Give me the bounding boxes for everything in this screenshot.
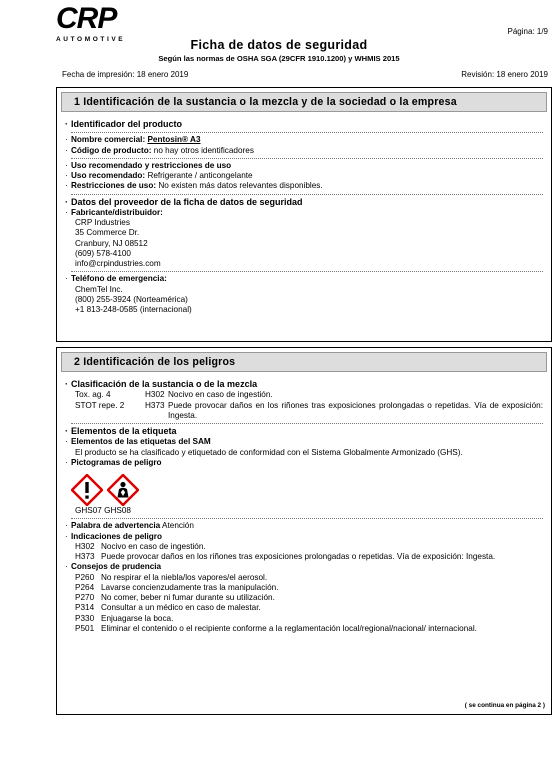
sam-label: · Elementos de las etiquetas del SAM: [71, 437, 543, 447]
pictograms-label: · Pictogramas de peligro: [71, 458, 543, 468]
classification-row: STOT repe. 2 H373 Puede provocar daños en los riñones tras exposiciones prolongadas o repetidas. Vía de exposición: Ingesta.: [75, 400, 543, 420]
precautionary-statement: P314 Consultar a un médico en caso de malestar.: [75, 603, 261, 613]
product-identifier-title: · Identificador del producto: [71, 119, 543, 130]
sam-text: El producto se ha clasificado y etiquetado de conformidad con el Sistema Globalmente Armonizado (GHS).: [75, 447, 463, 457]
precautionary-statement: P260 No respirar el la niebla/los vapores/el aerosol.: [75, 572, 268, 582]
manufacturer-address: CRP Industries 35 Commerce Dr. Cranbury, NJ 08512 (609) 578-4100 info@crpindustries.com: [71, 218, 543, 269]
use-line: · Uso recomendado: Refrigerante / anticongelante: [71, 171, 543, 181]
precautionary-label: · Consejos de prudencia: [71, 562, 543, 572]
precautionary-statement: P270 No comer, beber ni fumar durante su utilización.: [75, 593, 275, 602]
exclamation-pictogram-icon: [71, 474, 103, 506]
hazard-statement: H302 Nocivo en caso de ingestión.: [75, 541, 206, 551]
product-code: no hay otros identificadores: [153, 145, 254, 155]
precautionary-statement: P501 Eliminar el contenido o el recipiente conforme a la reglamentación local/regional/nacional/ internacional.: [75, 623, 477, 633]
hazard-statement: H373 Puede provocar daños en los riñones tras exposiciones prolongadas o repetidas. Vía de exposición: Ingesta.: [75, 552, 496, 561]
manufacturer-label: · Fabricante/distribuidor:: [71, 208, 543, 218]
trade-name: Pentosin® A3: [147, 135, 201, 145]
precautionary-statement: P330 Enjuagarse la boca.: [75, 613, 174, 623]
document-subtitle: Según las normas de OSHA SGA (29CFR 1910.1200) y WHMIS 2015: [158, 54, 400, 63]
emergency-contacts: ChemTel Inc. (800) 255-3924 (Norteamérica) +1 813-248-0585 (internacional): [75, 284, 192, 314]
hazard-statements-label: · Indicaciones de peligro: [71, 532, 543, 542]
logo-tagline: AUTOMOTIVE: [56, 36, 126, 43]
product-identifier-block: [71, 119, 543, 315]
trade-name-line: · Nombre comercial: Pentosin® A3: [71, 135, 543, 145]
precautionary-statement: P264 Lavarse concienzudamente tras la manipulación.: [75, 582, 279, 592]
manufacturer-email: info@crpindustries.com: [75, 259, 161, 268]
section-1-heading: 1 Identificación de la sustancia o la mezcla y de la sociedad o la empresa: [61, 92, 547, 112]
document-title: Ficha de datos de seguridad: [190, 38, 368, 52]
supplier-title: · Datos del proveedor de la ficha de datos de seguridad: [71, 197, 543, 208]
health-hazard-pictogram-icon: [107, 474, 139, 506]
classification-title: · Clasificación de la sustancia o de la mezcla: [71, 379, 543, 390]
hazards-block: [71, 379, 543, 634]
signal-word: Atención: [162, 521, 194, 531]
restrictions-line: · Restricciones de uso: No existen más datos relevantes disponibles.: [71, 181, 543, 191]
product-code-line: · Código de producto: no hay otros identificadores: [71, 146, 543, 156]
continued-note: ( se continua en página 2 ): [464, 702, 545, 709]
emergency-label: · Teléfono de emergencia:: [71, 274, 543, 284]
logo-brand: CRP: [56, 2, 117, 35]
section-2: [56, 347, 552, 715]
page-number: Página: 1/9: [507, 27, 548, 36]
revision-date: Revisión: 18 enero 2019: [461, 70, 548, 79]
pictogram-codes: GHS07 GHS08: [75, 506, 131, 515]
classification-row: Tox. ag. 4 H302 Nocivo en caso de ingestión.: [75, 390, 273, 400]
section-1: [56, 87, 552, 342]
print-date: Fecha de impresión: 18 enero 2019: [62, 70, 189, 79]
section-2-heading: 2 Identificación de los peligros: [61, 352, 547, 372]
pictograms: [71, 474, 543, 506]
signal-word-line: · Palabra de advertencia Atención: [71, 521, 543, 531]
use-title: · Uso recomendado y restricciones de uso: [71, 161, 543, 171]
label-elements-title: · Elementos de la etiqueta: [71, 426, 543, 437]
